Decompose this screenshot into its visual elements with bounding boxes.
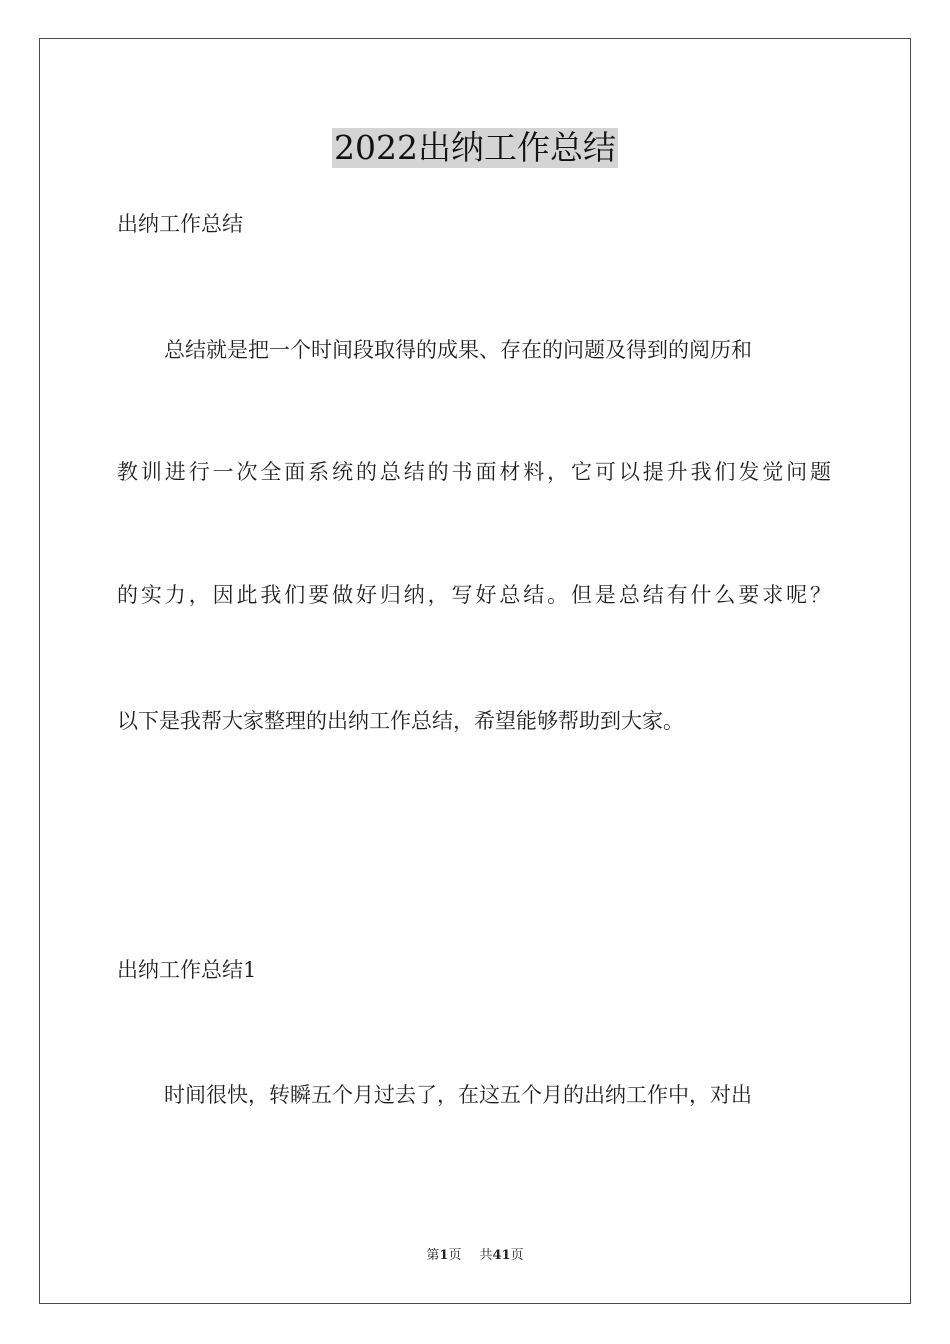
- document-heading: 出纳工作总结: [117, 212, 243, 236]
- page-total: 41: [492, 1248, 511, 1263]
- paragraph-line: 时间很快，转瞬五个月过去了，在这五个月的出纳工作中，对出: [164, 1083, 752, 1107]
- paragraph-line: 以下是我帮大家整理的出纳工作总结，希望能够帮助到大家。: [117, 709, 684, 733]
- page-suffix: 页: [448, 1248, 462, 1263]
- page-prefix: 第: [426, 1248, 440, 1263]
- paragraph-line: 的实力，因此我们要做好归纳，写好总结。但是总结有什么要求呢？: [117, 583, 831, 607]
- document-title: 2022出纳工作总结: [334, 128, 616, 167]
- page-footer: [0, 1246, 950, 1266]
- page-current: 1: [439, 1248, 449, 1263]
- paragraph-line: 教训进行一次全面系统的总结的书面材料，它可以提升我们发觉问题: [117, 460, 831, 484]
- total-prefix: 共: [479, 1248, 493, 1263]
- title-container: [0, 128, 950, 168]
- total-suffix: 页: [510, 1248, 524, 1263]
- section-heading: 出纳工作总结1: [117, 958, 257, 982]
- paragraph-line: 总结就是把一个时间段取得的成果、存在的问题及得到的阅历和: [164, 338, 752, 362]
